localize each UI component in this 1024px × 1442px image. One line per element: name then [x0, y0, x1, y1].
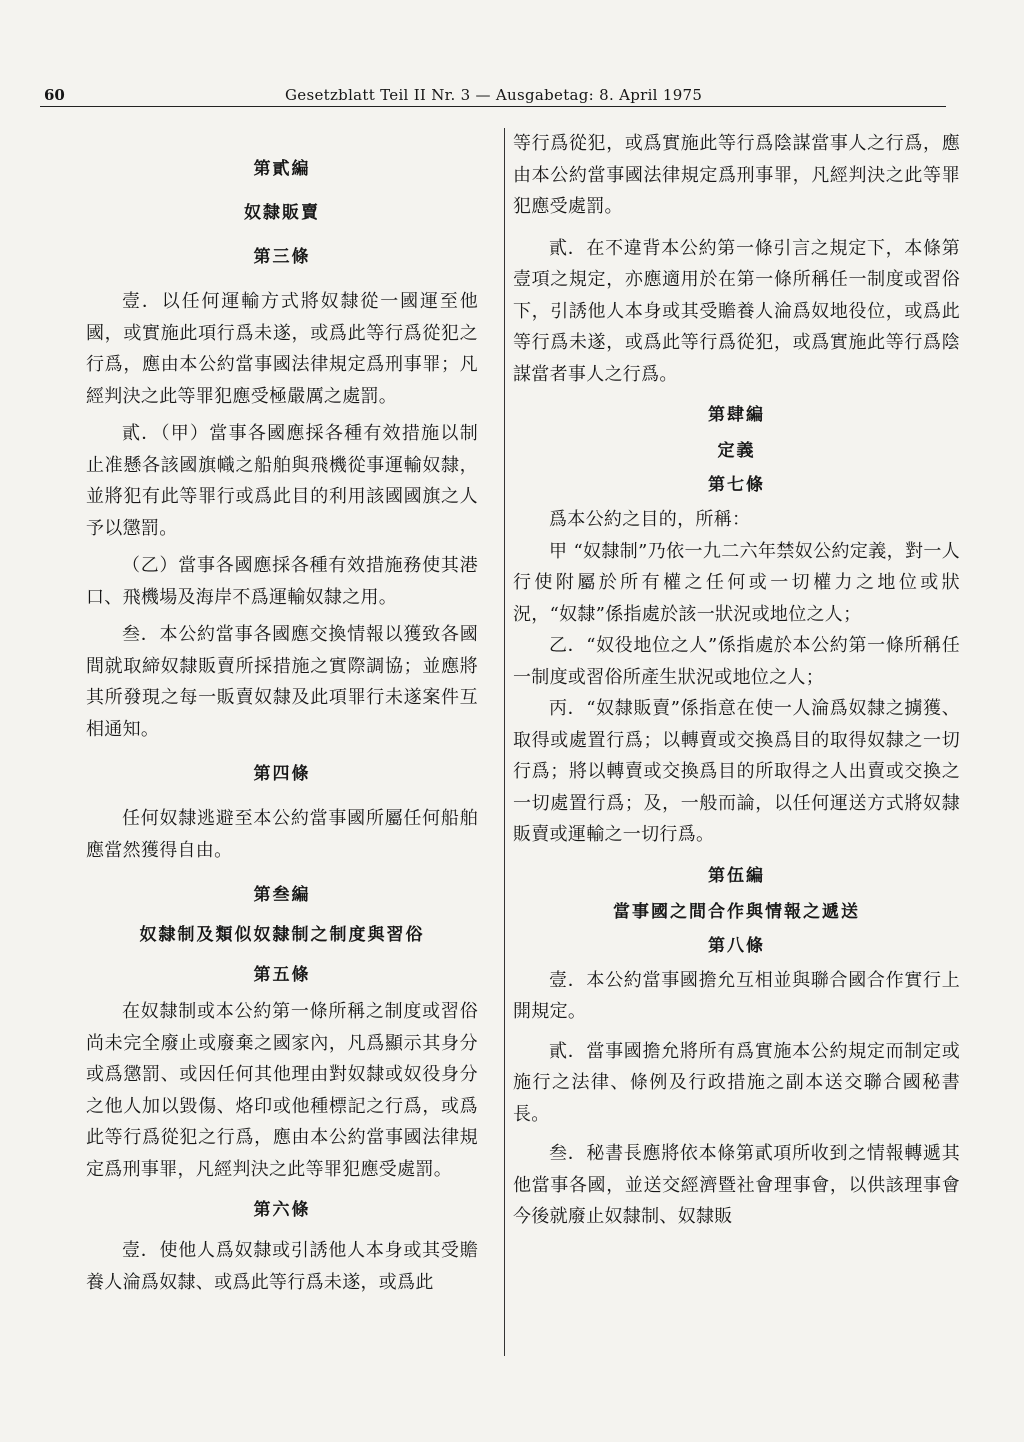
article-6-continuation: 等行爲從犯，或爲實施此等行爲陰謀當事人之行爲，應由本公約當事國法律規定爲刑事罪，凡經判決之此等罪犯應受處罰。	[513, 133, 960, 217]
article-3-title: 第三條	[253, 247, 311, 267]
page-header	[40, 82, 948, 108]
article-5-title: 第五條	[253, 965, 311, 985]
right-column	[513, 128, 960, 1233]
article-4-title: 第四條	[253, 764, 311, 784]
article-6-para-1: 壹．使他人爲奴隸或引誘他人本身或其受贍養人淪爲奴隸、或爲此等行爲未遂，或爲此	[86, 1240, 478, 1293]
page-number: 60	[44, 86, 65, 104]
article-3-para-2a: 貳．（甲）當事各國應採各種有效措施以制止准懸各該國旗幟之船舶與飛機從事運輸奴隸，並將犯有此等罪行或爲此目的利用該國國旗之人予以懲罰。	[86, 423, 478, 539]
part-4-title: 第肆編	[708, 405, 765, 425]
part-2-subtitle: 奴隸販賣	[244, 203, 320, 223]
article-7-title: 第七條	[708, 475, 765, 495]
article-6-title: 第六條	[253, 1200, 311, 1220]
article-8-para-2: 貳．當事國擔允將所有爲實施本公約規定而制定或施行之法律、條例及行政措施之副本送交聯合國秘書長。	[513, 1040, 960, 1125]
left-column	[86, 128, 478, 1298]
article-3-para-2b: （乙）當事各國應採各種有效措施務使其港口、飛機場及海岸不爲運輸奴隸之用。	[86, 555, 478, 608]
article-4-para-1: 任何奴隸逃避至本公約當事國所屬任何船舶應當然獲得自由。	[86, 808, 478, 861]
part-5-title: 第伍編	[708, 865, 765, 886]
article-6-para-2: 貳．在不違背本公約第一條引言之規定下，本條第壹項之規定，亦應適用於在第一條所稱任一制度或習俗下，引誘他人本身或其受贍養人淪爲奴地役位，或爲此等行爲未遂，或爲此等行爲從犯，或爲實施此等行爲陰謀當者事人之行爲。	[513, 237, 960, 385]
article-3-para-3: 叁．本公約當事各國應交換情報以獲致各國間就取締奴隸販賣所採措施之實際調協；並應將其所發現之每一販賣奴隸及此項罪行未遂案件互相通知。	[86, 624, 478, 740]
article-7-item-c: 丙．“奴隸販賣”係指意在使一人淪爲奴隸之擄獲、取得或處置行爲；以轉賣或交換爲目的取得奴隸之一切行爲；將以轉賣或交換爲目的所取得之人出賣或交換之一切處置行爲；及，一般而論，以任何運送方式將奴隸販賣或運輸之一切行爲。	[513, 698, 960, 845]
article-7-item-b: 乙．“奴役地位之人”係指處於本公約第一條所稱任一制度或習俗所產生狀況或地位之人；	[513, 635, 960, 688]
column-divider	[504, 128, 505, 1356]
article-7-item-a: 甲 “奴隸制”乃依一九二六年禁奴公約定義，對一人行使附屬於所有權之任何或一切權力之地位或狀況，“奴隸”係指處於該一狀況或地位之人；	[513, 540, 960, 625]
article-5-para-1: 在奴隸制或本公約第一條所稱之制度或習俗尚未完全廢止或廢棄之國家內，凡爲顯示其身分或爲懲罰、或因任何其他理由對奴隸或奴役身分之他人加以毀傷、烙印或他種標記之行爲，或爲此等行爲從犯之行爲，應由本公約當事國法律規定爲刑事罪，凡經判決之此等罪犯應受處罰。	[86, 1001, 478, 1180]
header-rule	[40, 106, 946, 107]
article-3-para-1: 壹．以任何運輸方式將奴隸從一國運至他國，或實施此項行爲未遂，或爲此等行爲從犯之行爲，應由本公約當事國法律規定爲刑事罪；凡經判決之此等罪犯應受極嚴厲之處罰。	[86, 291, 478, 407]
article-8-para-1: 壹．本公約當事國擔允互相並與聯合國合作實行上開規定。	[513, 969, 960, 1022]
article-7-intro: 爲本公約之目的，所稱：	[549, 509, 751, 530]
article-8-para-3: 叁．秘書長應將依本條第貳項所收到之情報轉遞其他當事各國，並送交經濟暨社會理事會，以供該理事會今後就廢止奴隸制、奴隸販	[513, 1143, 960, 1227]
article-8-title: 第八條	[708, 935, 765, 956]
part-5-subtitle: 當事國之間合作與情報之遞送	[613, 901, 860, 922]
part-3-title: 第叁編	[253, 885, 311, 905]
part-2-title: 第貳編	[253, 159, 311, 179]
running-head: Gesetzblatt Teil II Nr. 3 — Ausgabetag: 8. April 1975	[285, 86, 703, 104]
part-4-subtitle: 定義	[717, 441, 756, 461]
part-3-subtitle: 奴隸制及類似奴隸制之制度與習俗	[139, 925, 425, 945]
